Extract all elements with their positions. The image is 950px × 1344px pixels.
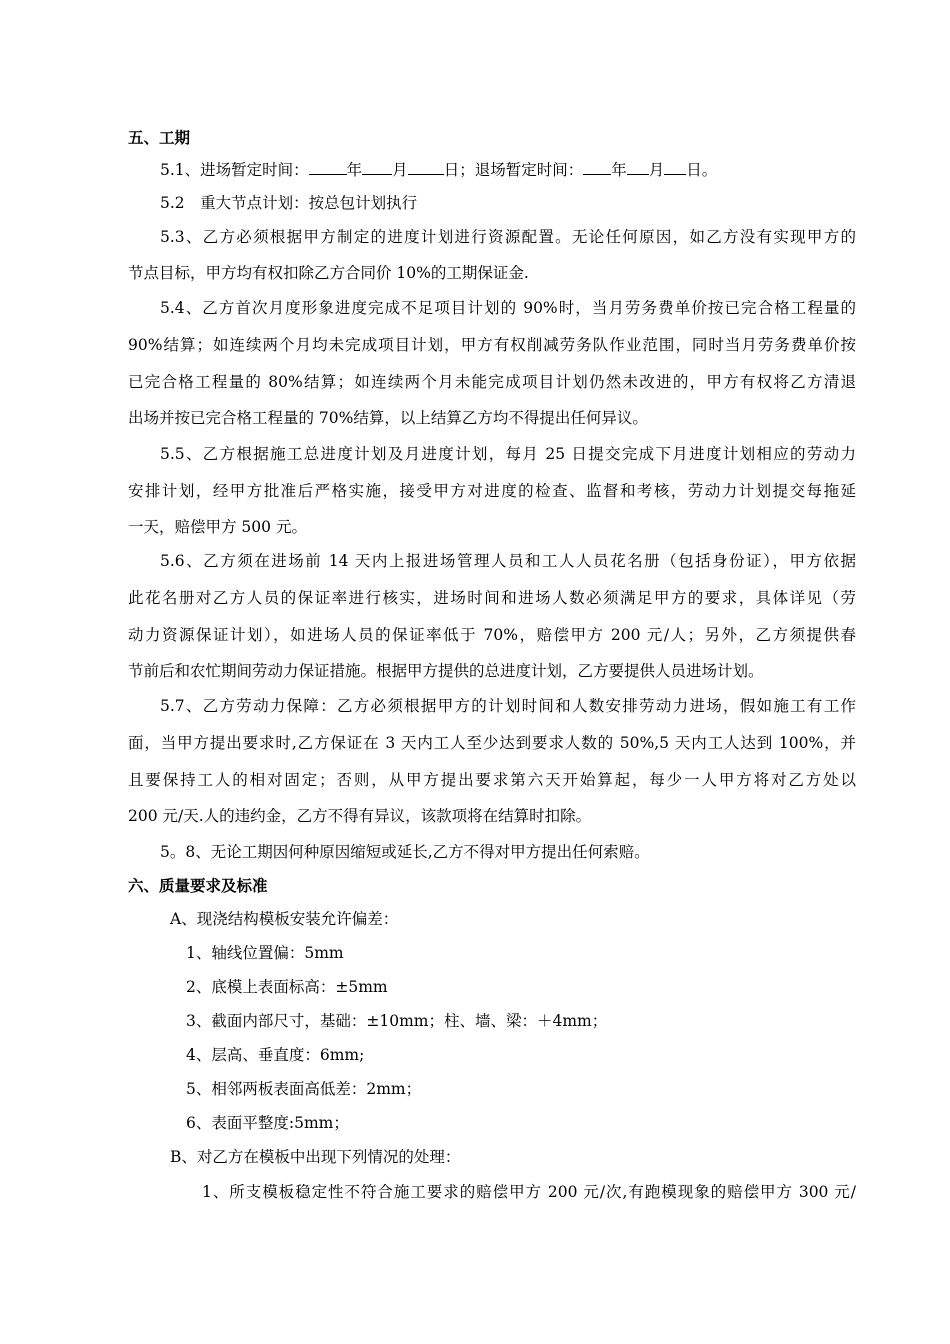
clause-5-5-line-1: 5.5、乙方根据施工总进度计划及月进度计划，每月 25 日提交完成下月进度计划相应的劳动力 [160, 445, 856, 463]
clause-5-5-line-2: 安排计划，经甲方批准后严格实施，接受甲方对进度的检查、监督和考核，劳动力计划提交每拖延 [128, 482, 856, 500]
clause-5-1 [160, 160, 717, 180]
blank-year-1 [309, 160, 347, 175]
clause-5-6-line-3: 动力资源保证计划），如进场人员的保证率低于 70%，赔偿甲方 200 元/人；另外，乙方须提供春 [128, 626, 856, 644]
clause-5-7-line-1: 5.7、乙方劳动力保障：乙方必须根据甲方的计划时间和人数安排劳动力进场，假如施工有工作 [160, 697, 856, 715]
section-6-heading: 六、质量要求及标准 [128, 876, 268, 895]
clause-5-1-day-1: 日；退场暂定时间： [443, 161, 584, 179]
clause-5-5-line-3: 一天，赔偿甲方 500 元。 [128, 518, 307, 536]
clause-5-6-line-1: 5.6、乙方须在进场前 14 天内上报进场管理人员和工人人员花名册（包括身份证），甲方依据 [160, 552, 856, 570]
clause-5-3-line-2: 节点目标，甲方均有权扣除乙方合同价 10%的工期保证金. [128, 264, 529, 282]
quality-a-item: 3、截面内部尺寸，基础：±10mm；柱、墙、梁：＋4mm； [186, 1012, 608, 1030]
clause-5-1-year-1: 年 [346, 161, 363, 179]
clause-5-1-year-2: 年 [611, 161, 627, 179]
quality-a-item: 2、底模上表面标高：±5mm [186, 978, 388, 996]
clause-5-4-line-3: 已完合格工程量的 80%结算；如连续两个月未能完成项目计划仍然未改进的，甲方有权将乙方清退 [128, 373, 856, 391]
clause-5-1-month-1: 月 [392, 161, 408, 179]
blank-year-2 [583, 160, 611, 175]
clause-5-7-line-4: 200 元/天.人的违约金，乙方不得有异议，该款项将在结算时扣除。 [128, 807, 592, 825]
clause-5-4-line-1: 5.4、乙方首次月度形象进度完成不足项目计划的 90%时，当月劳务费单价按已完合格工程量的 [160, 299, 856, 317]
clause-5-4-line-2: 90%结算；如连续两个月均未完成项目计划，甲方有权削减劳务队作业范围，同时当月劳务费单价按 [128, 336, 856, 354]
clause-5-2: 5.2 重大节点计划：按总包计划执行 [160, 194, 418, 212]
quality-a-item: 1、轴线位置偏：5mm [186, 944, 344, 962]
quality-a-item: 4、层高、垂直度：6mm; [186, 1046, 365, 1064]
clause-5-6-line-2: 此花名册对乙方人员的保证率进行核实，进场时间和进场人数必须满足甲方的要求，具体详见（劳 [128, 589, 856, 607]
clause-5-1-day-2: 日。 [686, 161, 718, 179]
clause-5-7-line-3: 且要保持工人的相对固定；否则，从甲方提出要求第六天开始算起，每少一人甲方将对乙方处以 [128, 771, 856, 789]
clause-5-1-month-2: 月 [648, 161, 665, 179]
clause-5-1-prefix: 5.1、进场暂定时间： [160, 161, 309, 179]
quality-a-item: 6、表面平整度:5mm； [186, 1114, 349, 1132]
clause-5-4-line-4: 出场并按已完合格工程量的 70%结算，以上结算乙方均不得提出任何异议。 [128, 409, 648, 427]
section-5-heading: 五、工期 [128, 128, 191, 147]
quality-b-item: 1、所支模板稳定性不符合施工要求的赔偿甲方 200 元/次,有跑模现象的赔偿甲方 300 元/ [202, 1183, 856, 1201]
blank-day-1 [408, 160, 444, 175]
clause-5-7-line-2: 面，当甲方提出要求时,乙方保证在 3 天内工人至少达到要求人数的 50%,5 天内工人达到 100%，并 [128, 734, 856, 752]
quality-a-title: A、现浇结构模板安装允许偏差： [170, 910, 399, 928]
blank-month-2 [627, 160, 649, 175]
blank-day-2 [664, 160, 686, 175]
quality-a-item: 5、相邻两板表面高低差：2mm； [186, 1080, 422, 1098]
clause-5-8: 5。8、无论工期因何种原因缩短或延长,乙方不得对甲方提出任何索赔。 [160, 843, 650, 861]
quality-b-title: B、对乙方在模板中出现下列情况的处理： [170, 1148, 461, 1166]
clause-5-3-line-1: 5.3、乙方必须根据甲方制定的进度计划进行资源配置。无论任何原因，如乙方没有实现甲方的 [160, 228, 856, 246]
clause-5-6-line-4: 节前后和农忙期间劳动力保证措施。根据甲方提供的总进度计划，乙方要提供人员进场计划。 [128, 662, 764, 680]
blank-month-1 [362, 160, 392, 175]
